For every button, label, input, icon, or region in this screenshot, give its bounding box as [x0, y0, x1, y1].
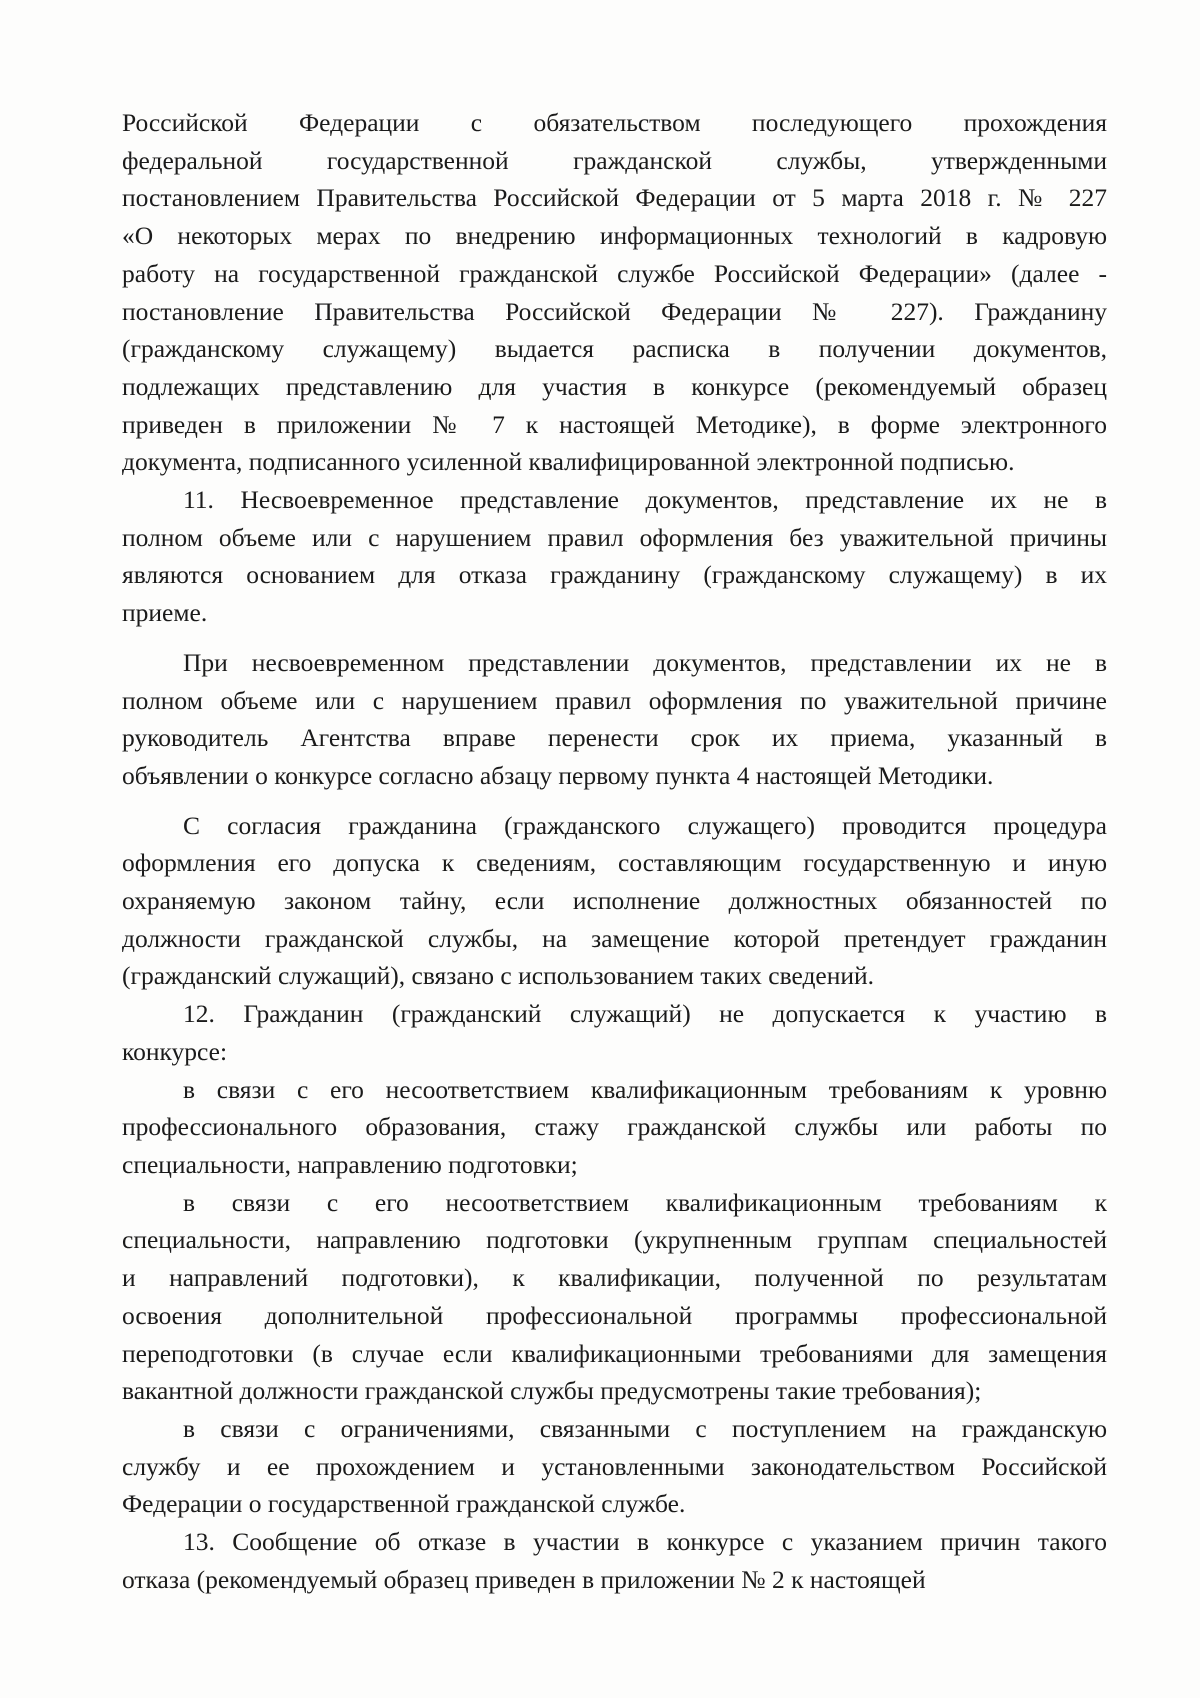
- text-line: охраняемую законом тайну, если исполнение должностных обязанностей по: [122, 886, 1107, 916]
- text-line: С согласия гражданина (гражданского служащего) проводится процедура: [183, 810, 1107, 840]
- text-line: 11. Несвоевременное представление документов, представление их не в: [183, 485, 1107, 515]
- text-line: документа, подписанного усиленной квалифицированной электронной подписью.: [122, 447, 1015, 477]
- text-line: в связи с его несоответствием квалификационным требованиям к уровню: [183, 1074, 1107, 1104]
- text-line: отказа (рекомендуемый образец приведен в приложении № 2 к настоящей: [122, 1564, 926, 1594]
- paragraph: [122, 1410, 1107, 1523]
- text-line: вакантной должности гражданской службы предусмотрены такие требования);: [122, 1376, 982, 1406]
- paragraph: [122, 995, 1107, 1070]
- text-line: Федерации о государственной гражданской службе.: [122, 1489, 686, 1519]
- text-line: переподготовки (в случае если квалификационными требованиями для замещения: [122, 1338, 1107, 1368]
- text-line: оформления его допуска к сведениям, составляющим государственную и иную: [122, 848, 1107, 878]
- text-line: в связи с его несоответствием квалификационным требованиям к: [183, 1187, 1107, 1217]
- text-line: полном объеме или с нарушением правил оформления без уважительной причины: [122, 522, 1107, 552]
- text-line: объявлении о конкурсе согласно абзацу первому пункта 4 настоящей Методики.: [122, 760, 994, 790]
- text-line: приведен в приложении № 7 к настоящей Методике), в форме электронного: [122, 409, 1107, 439]
- text-line: полном объеме или с нарушением правил оформления по уважительной причине: [122, 685, 1107, 715]
- text-line: При несвоевременном представлении документов, представлении их не в: [183, 647, 1107, 677]
- text-line: (гражданский служащий), связано с использованием таких сведений.: [122, 961, 875, 991]
- text-line: 13. Сообщение об отказе в участии в конкурсе с указанием причин такого: [183, 1527, 1107, 1557]
- text-line: в связи с ограничениями, связанными с поступлением на гражданскую: [183, 1413, 1107, 1443]
- text-line: специальности, направлению подготовки (укрупненным группам специальностей: [122, 1225, 1107, 1255]
- text-line: (гражданскому служащему) выдается расписка в получении документов,: [122, 334, 1107, 364]
- paragraph: [122, 1184, 1107, 1410]
- text-line: должности гражданской службы, на замещение которой претендует гражданин: [122, 923, 1107, 953]
- text-line: руководитель Агентства вправе перенести срок их приема, указанный в: [122, 723, 1107, 753]
- paragraph-spacing: [122, 795, 1107, 807]
- paragraph: [122, 481, 1107, 632]
- text-line: специальности, направлению подготовки;: [122, 1149, 578, 1179]
- text-line: постановление Правительства Российской Федерации № 227). Гражданину: [122, 296, 1107, 326]
- text-line: Российской Федерации с обязательством последующего прохождения: [122, 108, 1107, 137]
- text-line: приеме.: [122, 598, 208, 628]
- text-line: являются основанием для отказа гражданину (гражданскому служащему) в их: [122, 560, 1107, 590]
- text-line: профессионального образования, стажу гражданской службы или работы по: [122, 1112, 1107, 1142]
- paragraph: [122, 1523, 1107, 1598]
- paragraph-spacing: [122, 632, 1107, 644]
- text-line: 12. Гражданин (гражданский служащий) не допускается к участию в: [183, 999, 1107, 1029]
- paragraph: [122, 104, 1107, 481]
- text-line: подлежащих представлению для участия в конкурсе (рекомендуемый образец: [122, 371, 1107, 401]
- text-line: «О некоторых мерах по внедрению информационных технологий в кадровую: [122, 221, 1107, 251]
- text-line: службу и ее прохождением и установленными законодательством Российской: [122, 1451, 1107, 1481]
- text-line: постановлением Правительства Российской Федерации от 5 марта 2018 г. № 227: [122, 183, 1107, 213]
- document-body: [122, 104, 1107, 1598]
- text-line: работу на государственной гражданской службе Российской Федерации» (далее -: [122, 258, 1107, 288]
- paragraph: [122, 644, 1107, 795]
- text-line: федеральной государственной гражданской службы, утвержденными: [122, 145, 1107, 175]
- paragraph: [122, 1071, 1107, 1184]
- text-line: конкурсе:: [122, 1036, 228, 1066]
- text-line: и направлений подготовки), к квалификации, полученной по результатам: [122, 1263, 1107, 1293]
- paragraph: [122, 807, 1107, 996]
- text-line: освоения дополнительной профессиональной программы профессиональной: [122, 1300, 1107, 1330]
